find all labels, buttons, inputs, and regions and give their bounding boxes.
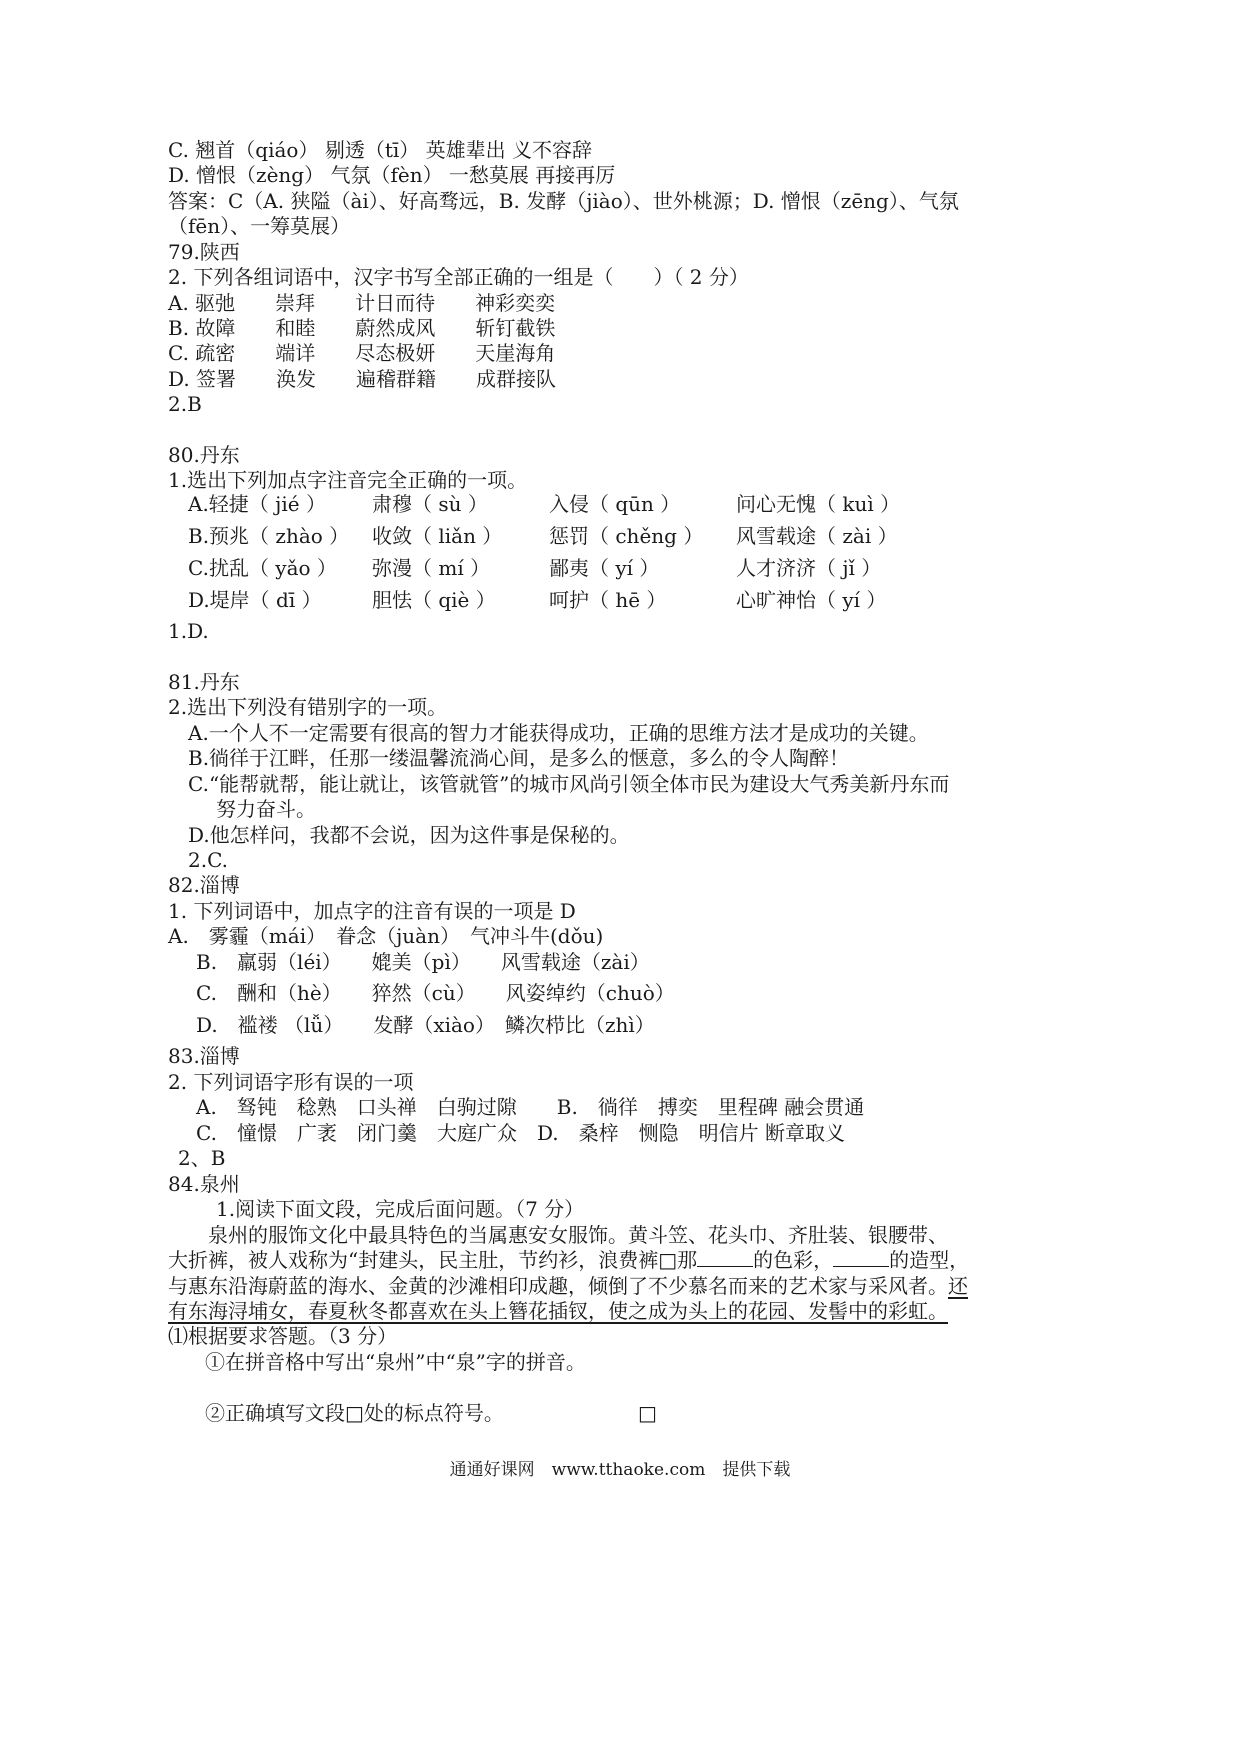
question-81-option-c: C.“能帮就帮，能让就让，该管就管”的城市风尚引领全体市民为建设大气秀美新丹东而 xyxy=(188,772,950,796)
option-c-line: C. 翘首（qiáo） 剔透（tī） 英雄辈出 义不容辞 xyxy=(168,138,592,162)
question-80: 1.选出下列加点字注音完全正确的一项。 xyxy=(168,468,528,492)
q80-option-d-1: D.堤岸（ dī ） xyxy=(188,588,322,612)
q80-option-b-4: 风雪载途（ zài ） xyxy=(736,524,898,548)
question-84: 1.阅读下面文段，完成后面问题。（7 分） xyxy=(216,1197,585,1221)
passage-line-2-part-3: 的造型， xyxy=(889,1248,970,1272)
question-81-option-c-cont: 努力奋斗。 xyxy=(216,797,316,821)
passage-line-2 xyxy=(168,1246,969,1274)
sub-question-1: ⑴根据要求答题。（3 分） xyxy=(168,1324,398,1348)
passage-line-1: 泉州的服饰文化中最具特色的当属惠安女服饰。黄斗笠、花头巾、齐肚装、银腰带、 xyxy=(208,1223,948,1247)
question-83-options-cd: C. 憧憬 广袤 闭门羹 大庭广众 D. 桑梓 恻隐 明信片 断章取义 xyxy=(196,1121,845,1145)
passage-line-2-part-2: 的色彩， xyxy=(753,1248,834,1272)
sub-question-1-part-2: ②正确填写文段□处的标点符号。 xyxy=(205,1401,504,1425)
answer-box[interactable]: □ xyxy=(638,1401,657,1425)
question-79-option-a: A. 驱弛 崇拜 计日而待 神彩奕奕 xyxy=(168,291,556,315)
question-81: 2.选出下列没有错别字的一项。 xyxy=(168,695,448,719)
question-82: 1. 下列词语中，加点字的注音有误的一项是 D xyxy=(168,899,576,923)
question-81-option-b: B.徜徉于江畔，任那一缕温馨流淌心间，是多么的惬意，多么的令人陶醉！ xyxy=(188,746,850,770)
heading-79: 79.陕西 xyxy=(168,240,240,264)
passage-line-2-part-1: 大折裤，被人戏称为“封建头，民主肚，节约衫，浪费裤□那 xyxy=(168,1248,698,1272)
question-83-options-ab: A. 驽钝 稔熟 口头禅 白驹过隙 B. 徜徉 搏奕 里程碑 融会贯通 xyxy=(196,1095,865,1119)
answer-81: 2.C. xyxy=(188,848,229,872)
option-d-line: D. 憎恨（zèng） 气氛（fèn） 一愁莫展 再接再厉 xyxy=(168,163,616,187)
heading-81: 81.丹东 xyxy=(168,670,240,694)
q80-option-a-1: A.轻捷（ jié ） xyxy=(188,492,326,516)
question-82-option-d: D. 褴褛 （lǚ） 发酵（xiào） 鳞次栉比（zhì） xyxy=(196,1013,655,1037)
question-81-option-d: D.他怎样问，我都不会说，因为这件事是保秘的。 xyxy=(188,823,630,847)
question-83: 2. 下列词语字形有误的一项 xyxy=(168,1070,414,1094)
heading-80: 80.丹东 xyxy=(168,443,240,467)
question-79-option-c: C. 疏密 端详 尽态极妍 天崖海角 xyxy=(168,341,556,365)
q80-option-c-1: C.扰乱（ yǎo ） xyxy=(188,556,337,580)
question-82-option-c: C. 酬和（hè） 猝然（cù） 风姿绰约（chuò） xyxy=(196,981,675,1005)
fill-blank-2[interactable] xyxy=(833,1246,889,1267)
answer-79: 2.B xyxy=(168,392,202,416)
q80-option-a-2: 肃穆（ sù ） xyxy=(372,492,488,516)
q80-option-c-2: 弥漫（ mí ） xyxy=(372,556,491,580)
q80-option-c-3: 鄙夷（ yí ） xyxy=(549,556,660,580)
fill-blank-1[interactable] xyxy=(697,1246,753,1267)
q80-option-d-4: 心旷神怡（ yí ） xyxy=(736,588,887,612)
q80-option-c-4: 人才济济（ jǐ ） xyxy=(736,556,882,580)
question-79-option-d: D. 签署 涣发 遍稽群籍 成群接队 xyxy=(168,367,557,391)
heading-82: 82.淄博 xyxy=(168,873,240,897)
answer-83: 2、B xyxy=(178,1146,226,1170)
q80-option-b-1: B.预兆（ zhào ） xyxy=(188,524,350,548)
question-79: 2. 下列各组词语中，汉字书写全部正确的一组是（ ）（ 2 分） xyxy=(168,265,749,289)
passage-line-4-underlined: 有东海浔埔女，春夏秋冬都喜欢在头上簪花插钗，使之成为头上的花园、发髻中的彩虹。 xyxy=(168,1299,948,1323)
heading-84: 84.泉州 xyxy=(168,1172,240,1196)
passage-line-3 xyxy=(168,1272,968,1300)
question-82-option-b: B. 羸弱（léi） 媲美（pì） 风雪载途（zài） xyxy=(196,950,650,974)
passage-underlined-start: 还 xyxy=(948,1274,968,1298)
q80-option-d-2: 胆怯（ qiè ） xyxy=(372,588,496,612)
question-82-option-a: A. 雾霾（mái） 眷念（juàn） 气冲斗牛(dǒu) xyxy=(168,924,604,948)
answer-line-cont: （fēn）、一筹莫展） xyxy=(168,214,351,238)
question-81-option-a: A.一个人不一定需要有很高的智力才能获得成功，正确的思维方法才是成功的关键。 xyxy=(188,721,929,745)
q80-option-a-3: 入侵（ qūn ） xyxy=(549,492,681,516)
heading-83: 83.淄博 xyxy=(168,1044,240,1068)
q80-option-b-3: 惩罚（ chěng ） xyxy=(549,524,704,548)
answer-line: 答案：C（A. 狭隘（ài）、好高骛远，B. 发酵（jiào）、世外桃源；D. 憎恨（zēng）、气氛 xyxy=(168,189,959,213)
question-79-option-b: B. 故障 和睦 蔚然成风 斩钉截铁 xyxy=(168,316,556,340)
answer-80: 1.D. xyxy=(168,619,209,643)
footer-text: 通通好课网 www.tthaoke.com 提供下载 xyxy=(449,1460,791,1480)
q80-option-b-2: 收敛（ liǎn ） xyxy=(372,524,503,548)
passage-line-3-text: 与惠东沿海蔚蓝的海水、金黄的沙滩相印成趣，倾倒了不少慕名而来的艺术家与采风者。 xyxy=(168,1274,948,1298)
sub-question-1-part-1: ①在拼音格中写出“泉州”中“泉”字的拼音。 xyxy=(205,1350,586,1374)
q80-option-a-4: 问心无愧（ kuì ） xyxy=(736,492,901,516)
q80-option-d-3: 呵护（ hē ） xyxy=(549,588,667,612)
